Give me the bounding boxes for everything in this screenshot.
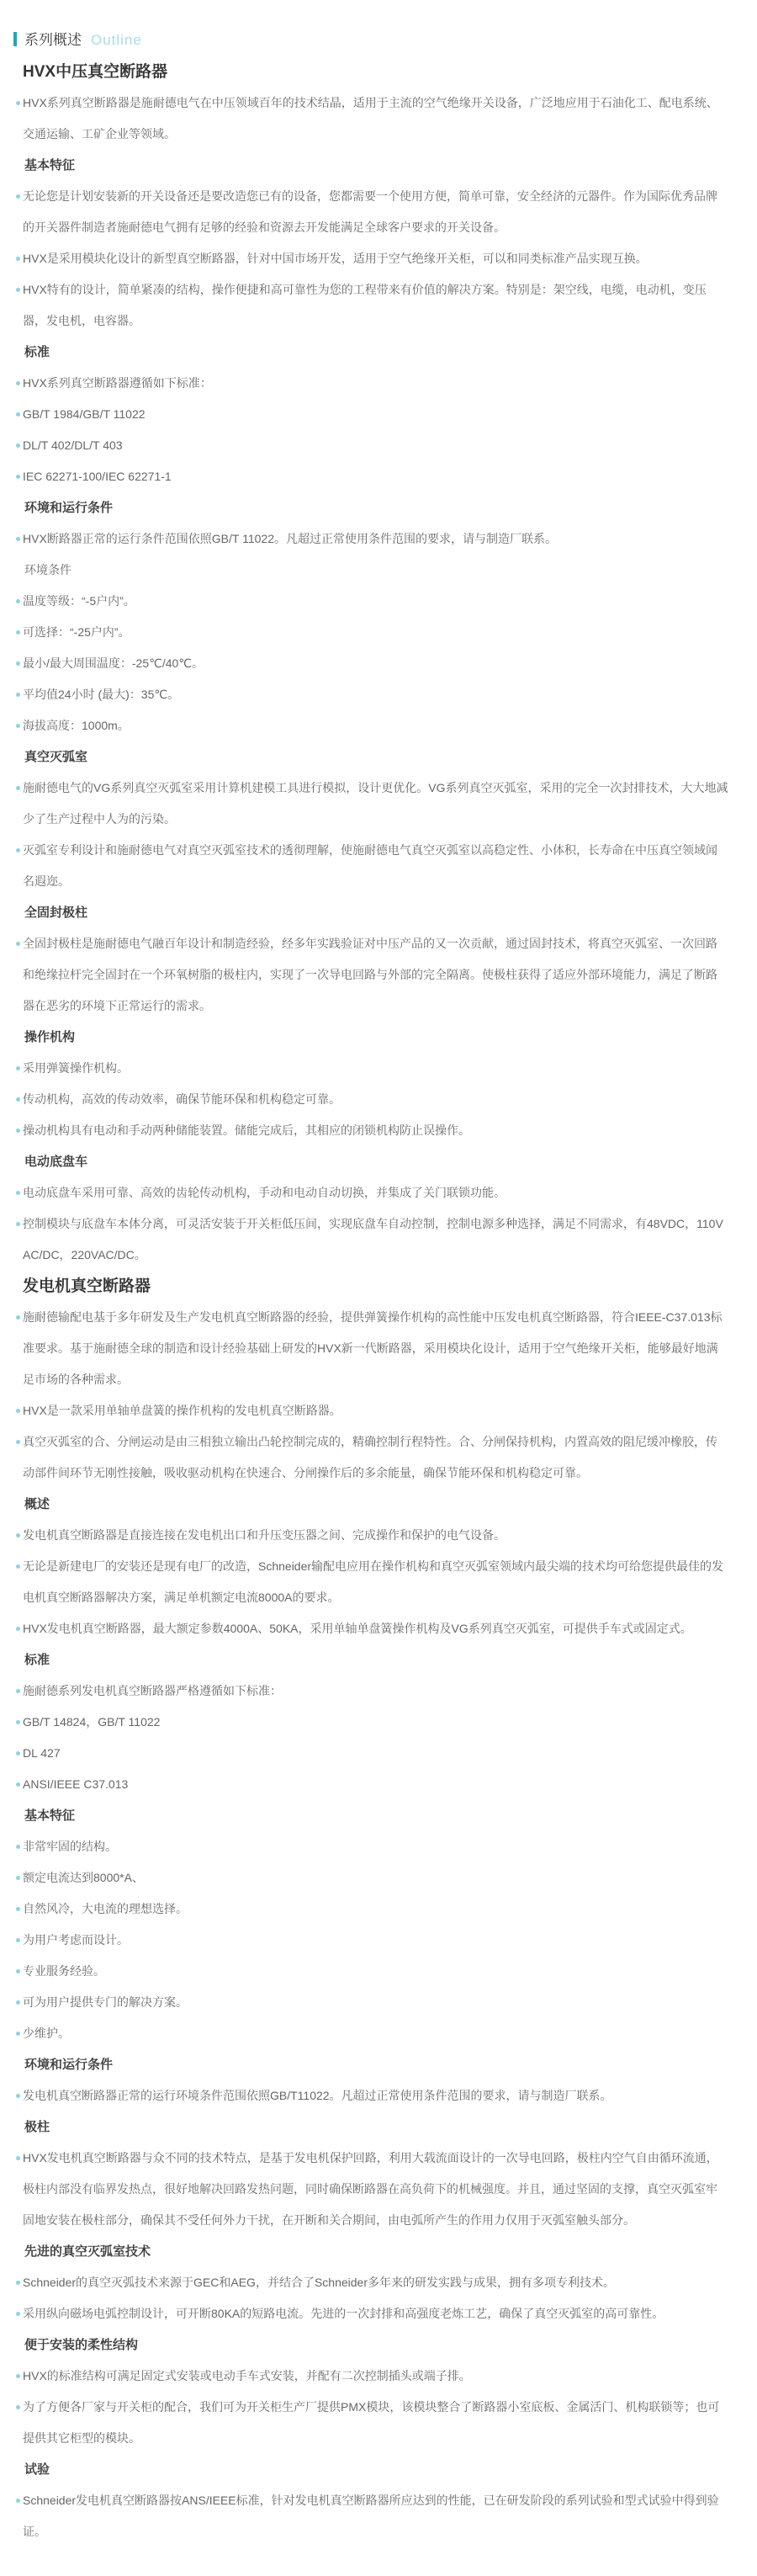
- bullet-item: [13, 1925, 728, 1956]
- paragraph: 环境条件: [24, 563, 71, 576]
- bullet-text: 可选择：“-25户内”。: [23, 625, 130, 639]
- bullet-text: HVX是采用模块化设计的新型真空断路器，针对中国市场开发，适用于空气绝缘开关柜，可以和同类标准产品实现互换。: [23, 252, 648, 265]
- sub-heading: 先进的真空灭弧室技术: [24, 2244, 151, 2259]
- bullet-item: [13, 2267, 728, 2298]
- bullet-dot-icon: [16, 381, 20, 385]
- sub-heading: 电动底盘车: [24, 1155, 88, 1169]
- bullet-text: 无论您是计划安装新的开关设备还是要改造您已有的设备，您都需要一个使用方便，简单可靠，安全经济的元器件。作为国际优秀品牌的开关器件制造者施耐德电气拥有足够的经验和资源去开发能满足全球客户要求的开关设备。: [23, 189, 717, 234]
- bullet-text: 采用弹簧操作机构。: [23, 1061, 129, 1075]
- bullet-dot-icon: [16, 2000, 20, 2005]
- bullet-dot-icon: [16, 1969, 20, 1973]
- bullet-item: [13, 2143, 728, 2236]
- bullet-item: [13, 2080, 728, 2111]
- bullet-dot-icon: [16, 1845, 20, 1849]
- bullet-dot-icon: [16, 848, 20, 852]
- sub-heading: 环境和运行条件: [24, 2058, 114, 2072]
- bullet-text: DL/T 402/DL/T 403: [23, 438, 123, 452]
- bullet-text: HVX是一款采用单轴单盘簧的操作机构的发电机真空断路器。: [23, 1404, 341, 1417]
- bullet-item: [13, 1208, 728, 1271]
- bullet-item: [13, 617, 728, 648]
- sub-heading: 环境和运行条件: [24, 501, 114, 515]
- bullet-dot-icon: [16, 2374, 20, 2378]
- bullet-item: [13, 368, 728, 399]
- section-header: [13, 24, 728, 56]
- bullet-item: [13, 2361, 728, 2392]
- bullet-dot-icon: [16, 1782, 20, 1787]
- section-header-title: 系列概述: [24, 32, 82, 48]
- bullet-dot-icon: [16, 693, 20, 697]
- sub-heading: 试验: [24, 2462, 50, 2477]
- bullet-dot-icon: [16, 1440, 20, 1444]
- bullet-item: [13, 1956, 728, 1987]
- bullet-item: [13, 1115, 728, 1146]
- bullet-item: [13, 1084, 728, 1115]
- bullet-text: Schneider发电机真空断路器按ANS/IEEE标准，针对发电机真空断路器所应达到的性能，已在研发阶段的系列试验和型式试验中得到验证。: [23, 2494, 719, 2538]
- bullet-text: 采用纵向磁场电弧控制设计，可开断80KA的短路电流。先进的一次封排和高强度老炼工艺，确保了真空灭弧室的高可靠性。: [23, 2307, 664, 2320]
- section-title: 发电机真空断路器: [23, 1277, 151, 1295]
- bullet-dot-icon: [16, 1097, 20, 1102]
- bullet-item: [13, 1551, 728, 1613]
- bullet-item: [13, 523, 728, 555]
- bullet-dot-icon: [16, 257, 20, 261]
- bullet-dot-icon: [16, 2312, 20, 2316]
- bullet-dot-icon: [16, 1627, 20, 1631]
- bullet-dot-icon: [16, 288, 20, 292]
- bullet-text: HVX发电机真空断路器，最大额定参数4000A、50KA，采用单轴单盘簧操作机构及VG系列真空灭弧室，可提供手车式或固定式。: [23, 1622, 692, 1635]
- bullet-item: [13, 586, 728, 617]
- bullet-dot-icon: [16, 1720, 20, 1724]
- bullet-text: 真空灭弧室的合、分闸运动是由三相独立输出凸轮控制完成的，精确控制行程特性。合、分闸保持机构，内置高效的阻尼缓冲橡胶，传动部件间环节无刚性接触，吸收驱动机构在快速合、分闸操作后的多余能量，确保节能环保和机构稳定可靠。: [23, 1435, 717, 1479]
- bullet-text: 专业服务经验。: [23, 1964, 105, 1978]
- bullet-item: [13, 274, 728, 337]
- sub-heading: 标准: [24, 345, 50, 359]
- bullet-dot-icon: [16, 1938, 20, 1942]
- bullet-dot-icon: [16, 1907, 20, 1911]
- bullet-item: [13, 461, 728, 492]
- bullet-text: 施耐德输配电基于多年研发及生产发电机真空断路器的经验，提供弹簧操作机构的高性能中压发电机真空断路器，符合IEEE-C37.013标准要求。基于施耐德全球的制造和设计经验基础上研发的HVX新一代断路器，采用模块化设计，适用于空气绝缘开关柜，能够最好地满足市场的各种需求。: [23, 1310, 723, 1386]
- bullet-dot-icon: [16, 1876, 20, 1880]
- bullet-text: 额定电流达到8000*A、: [23, 1871, 144, 1884]
- sub-heading: 概述: [24, 1497, 50, 1511]
- bullet-item: [13, 928, 728, 1022]
- bullet-text: 发电机真空断路器正常的运行环境条件范围依照GB/T11022。凡超过正常使用条件范围的要求，请与制造厂联系。: [23, 2089, 612, 2102]
- bullet-text: 海拔高度：1000m。: [23, 719, 130, 732]
- bullet-text: 少维护。: [23, 2026, 70, 2040]
- bullet-dot-icon: [16, 2094, 20, 2098]
- bullet-dot-icon: [16, 1689, 20, 1693]
- bullet-text: 温度等级：“-5户内”。: [23, 594, 135, 608]
- bullet-text: 自然风冷，大电流的理想选择。: [23, 1902, 188, 1915]
- bullet-text: HVX的标准结构可满足固定式安装或电动手车式安装，并配有二次控制插头或端子排。: [23, 2369, 471, 2382]
- bullet-text: IEC 62271-100/IEC 62271-1: [23, 470, 172, 483]
- bullet-dot-icon: [16, 942, 20, 946]
- sub-heading: 基本特征: [24, 1809, 76, 1823]
- bullet-dot-icon: [16, 786, 20, 790]
- bullet-item: [13, 1893, 728, 1925]
- bullet-item: [13, 1302, 728, 1395]
- bullet-dot-icon: [16, 1129, 20, 1133]
- bullet-text: 无论是新建电厂的安装还是现有电厂的改造，Schneider输配电应用在操作机构和真空灭弧室领域内最尖端的技术均可给您提供最佳的发电机真空断路器解决方案，满足单机额定电流8000A的要求。: [23, 1559, 724, 1604]
- section-title: HVX中压真空断路器: [23, 63, 168, 81]
- bullet-item: [13, 1769, 728, 1800]
- bullet-dot-icon: [16, 1315, 20, 1320]
- bullet-dot-icon: [16, 2499, 20, 2503]
- bullet-dot-icon: [16, 1533, 20, 1538]
- bullet-text: 平均值24小时 (最大)：35℃。: [23, 688, 180, 701]
- bullet-item: [13, 835, 728, 897]
- bullet-dot-icon: [16, 661, 20, 666]
- bullet-text: 最小/最大周围温度：-25℃/40℃。: [23, 656, 204, 670]
- bullet-item: [13, 430, 728, 461]
- bullet-dot-icon: [16, 2281, 20, 2285]
- bullet-text: ANSI/IEEE C37.013: [23, 1777, 129, 1791]
- bullet-dot-icon: [16, 2156, 20, 2160]
- bullet-dot-icon: [16, 630, 20, 635]
- bullet-text: 可为用户提供专门的解决方案。: [23, 1995, 188, 2009]
- bullet-dot-icon: [16, 412, 20, 417]
- bullet-text: HVX特有的设计，简单紧凑的结构，操作便捷和高可靠性为您的工程带来有价值的解决方案。特别是：架空线，电缆，电动机，变压器，发电机，电容器。: [23, 283, 707, 327]
- bullet-text: 施耐德电气的VG系列真空灭弧室采用计算机建模工具进行模拟，设计更优化。VG系列真空灭弧室，采用的完全一次封排技术，大大地减少了生产过程中人为的污染。: [23, 781, 728, 826]
- bullet-dot-icon: [16, 1564, 20, 1569]
- bullet-item: [13, 1613, 728, 1644]
- bullet-item: [13, 2485, 728, 2547]
- bullet-item: [13, 2018, 728, 2049]
- bullet-item: [13, 679, 728, 710]
- bullet-text: 全固封极柱是施耐德电气融百年设计和制造经验，经多年实践验证对中压产品的又一次贡献，通过固封技术，将真空灭弧室、一次回路和绝缘拉杆完全固封在一个环氧树脂的极柱内，实现了一次导电回路与外部的完全隔离。使极柱获得了适应外部环境能力，满足了断路器在恶劣的环境下正常运行的需求。: [23, 937, 717, 1012]
- bullet-text: 控制模块与底盘车本体分离，可灵活安装于开关柜低压间，实现底盘车自动控制，控制电源多种选择，满足不同需求，有48VDC，110V AC/DC，220VAC/DC。: [23, 1217, 723, 1261]
- sub-heading: 标准: [24, 1653, 50, 1667]
- content-blocks: [13, 56, 728, 2547]
- bullet-text: 灭弧室专利设计和施耐德电气对真空灭弧室技术的透彻理解，使施耐德电气真空灭弧室以高稳定性、小体积，长寿命在中压真空领域闻名遐迩。: [23, 843, 717, 888]
- bullet-item: [13, 2392, 728, 2454]
- bullet-text: GB/T 14824，GB/T 11022: [23, 1715, 161, 1729]
- bullet-text: 为用户考虑而设计。: [23, 1933, 129, 1947]
- bullet-text: Schneider的真空灭弧技术来源于GEC和AEG，并结合了Schneider多年来的研发实践与成果，拥有多项专利技术。: [23, 2276, 615, 2289]
- bullet-item: [13, 1395, 728, 1426]
- sub-heading: 便于安装的柔性结构: [24, 2338, 139, 2352]
- bullet-item: [13, 2298, 728, 2329]
- bullet-text: HVX系列真空断路器是施耐德电气在中压领域百年的技术结晶，适用于主流的空气绝缘开关设备，广泛地应用于石油化工、配电系统、交通运输、工矿企业等领域。: [23, 96, 718, 141]
- bullet-text: 电动底盘车采用可靠、高效的齿轮传动机构，手动和电动自动切换，并集成了关门联锁功能。: [23, 1186, 506, 1199]
- bullet-dot-icon: [16, 475, 20, 479]
- bullet-item: [13, 399, 728, 430]
- bullet-item: [13, 773, 728, 835]
- bullet-text: DL 427: [23, 1746, 61, 1760]
- sub-heading: 全固封极柱: [24, 906, 88, 920]
- bullet-dot-icon: [16, 1066, 20, 1070]
- bullet-dot-icon: [16, 1751, 20, 1755]
- bullet-text: HVX系列真空断路器遵循如下标准：: [23, 376, 212, 390]
- section-header-subtitle: Outline: [91, 32, 142, 48]
- bullet-text: 施耐德系列发电机真空断路器严格遵循如下标准：: [23, 1684, 282, 1697]
- bullet-item: [13, 648, 728, 679]
- bullet-dot-icon: [16, 194, 20, 199]
- bullet-dot-icon: [16, 599, 20, 603]
- sub-heading: 基本特征: [24, 158, 76, 173]
- bullet-dot-icon: [16, 443, 20, 448]
- bullet-item: [13, 1177, 728, 1208]
- bullet-text: HVX发电机真空断路器与众不同的技术特点，是基于发电机保护回路，利用大载流面设计的一次导电回路，极柱内空气自由循环流通，极柱内部没有临界发热点，很好地解决回路发热问题，同时确保断路器在高负荷下的机械强度。并且，通过坚固的支撑，真空灭弧室牢固地安装在极柱部分，确保其不受任何外力干扰，在开断和关合期间，由电弧所产生的作用力仅用于灭弧室触头部分。: [23, 2151, 718, 2227]
- bullet-dot-icon: [16, 2032, 20, 2036]
- bullet-item: [13, 1426, 728, 1489]
- bullet-item: [13, 1053, 728, 1084]
- bullet-item: [13, 1862, 728, 1893]
- bullet-text: 发电机真空断路器是直接连接在发电机出口和升压变压器之间、完成操作和保护的电气设备。: [23, 1528, 506, 1542]
- sub-heading: 极柱: [24, 2120, 50, 2134]
- accent-bar-icon: [13, 32, 17, 46]
- bullet-dot-icon: [16, 1409, 20, 1413]
- bullet-text: 传动机构，高效的传动效率，确保节能环保和机构稳定可靠。: [23, 1092, 341, 1106]
- bullet-text: 操动机构具有电动和手动两种储能装置。储能完成后，其相应的闭锁机构防止误操作。: [23, 1123, 470, 1137]
- bullet-item: [13, 243, 728, 274]
- bullet-item: [13, 1707, 728, 1738]
- bullet-item: [13, 1676, 728, 1707]
- bullet-text: 为了方便各厂家与开关柜的配合，我们可为开关柜生产厂提供PMX模块，该模块整合了断路器小室底板、金属活门、机构联锁等；也可提供其它柜型的模块。: [23, 2400, 720, 2445]
- bullet-item: [13, 1738, 728, 1769]
- bullet-item: [13, 1987, 728, 2018]
- bullet-text: 非常牢固的结构。: [23, 1840, 117, 1853]
- sub-heading: 真空灭弧室: [24, 750, 88, 764]
- bullet-dot-icon: [16, 101, 20, 105]
- bullet-item: [13, 88, 728, 150]
- bullet-dot-icon: [16, 1191, 20, 1195]
- bullet-dot-icon: [16, 2405, 20, 2409]
- bullet-item: [13, 1520, 728, 1551]
- bullet-item: [13, 710, 728, 741]
- bullet-dot-icon: [16, 537, 20, 541]
- bullet-item: [13, 1831, 728, 1862]
- bullet-text: HVX断路器正常的运行条件范围依照GB/T 11022。凡超过正常使用条件范围的要求，请与制造厂联系。: [23, 532, 557, 545]
- bullet-dot-icon: [16, 1222, 20, 1226]
- bullet-dot-icon: [16, 724, 20, 728]
- bullet-item: [13, 181, 728, 243]
- bullet-text: GB/T 1984/GB/T 11022: [23, 407, 146, 421]
- sub-heading: 操作机构: [24, 1030, 76, 1044]
